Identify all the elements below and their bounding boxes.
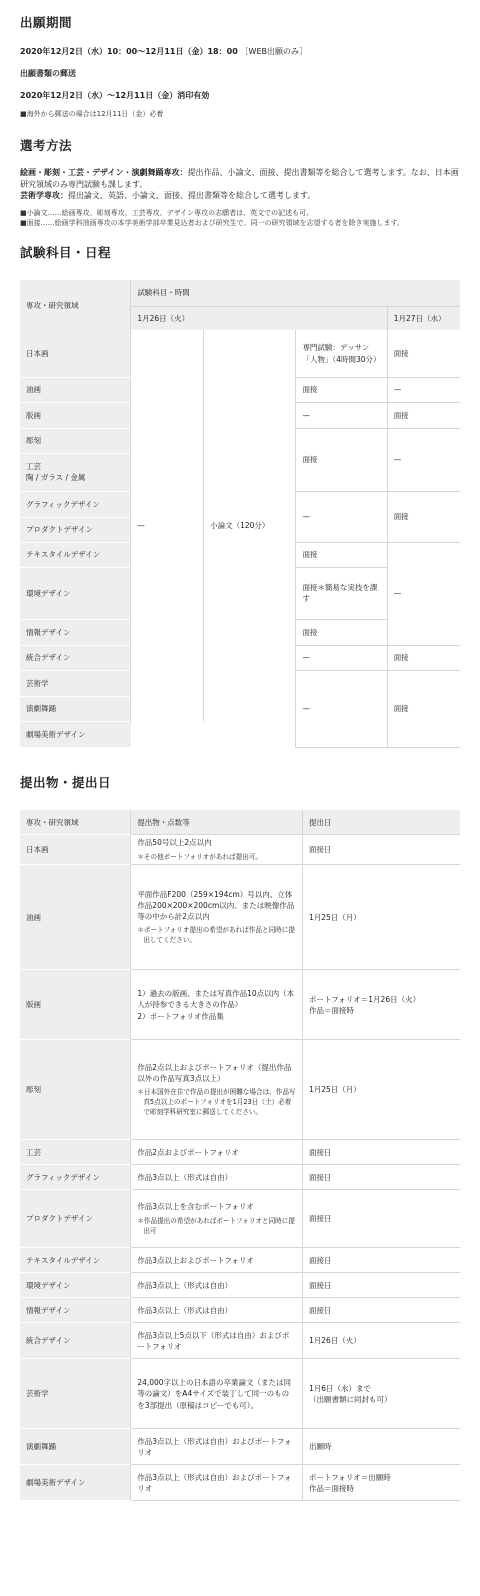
submission-major: グラフィックデザイン — [20, 1165, 131, 1190]
schedule-nihonga-interview: 面接 — [387, 330, 460, 377]
submission-row — [20, 835, 460, 865]
submission-items-cell — [131, 1190, 303, 1248]
schedule-head-subject: 試験科目・時間 — [131, 280, 460, 306]
submission-date: 1月26日（火） — [302, 1323, 460, 1359]
submission-row — [20, 1323, 460, 1359]
schedule-chokoku-day1: 面接 — [296, 428, 387, 491]
schedule-textile-day1: 面接 — [296, 542, 387, 567]
application-dates — [20, 46, 460, 58]
submission-date: 面接日 — [302, 1165, 460, 1190]
submission-row — [20, 1190, 460, 1248]
schedule-row-yuga: 油画 — [20, 377, 131, 402]
schedule-row-nihonga: 日本画 — [20, 330, 131, 377]
schedule-english-dash: — — [131, 330, 204, 721]
application-dates-text: 2020年12月2日（水）10：00〜12月11日（金）18：00 — [20, 47, 238, 57]
schedule-arts-day2: 面接 — [387, 670, 460, 747]
schedule-row-joho: 情報デザイン — [20, 619, 131, 645]
submission-note: ＊ポートフォリオ提出の希望があれば作品と同時に提出してください。 — [137, 926, 295, 945]
submission-row — [20, 1165, 460, 1190]
schedule-row-hanga: 版画 — [20, 402, 131, 428]
schedule-hanga-day1: — — [296, 402, 387, 428]
submission-items: 作品3点以上（形式は自由） — [137, 1280, 233, 1290]
submission-items-cell — [131, 835, 303, 865]
schedule-row-product: プロダクトデザイン — [20, 517, 131, 542]
submission-major: 演劇舞踊 — [20, 1429, 131, 1465]
submission-items-cell — [131, 970, 303, 1040]
submission-items-cell — [131, 1040, 303, 1140]
submission-date: 面接日 — [302, 1140, 460, 1165]
submission-head-major: 専攻・研究領域 — [20, 810, 131, 835]
schedule-heading: 試験科目・日程 — [20, 245, 112, 261]
submission-major: テキスタイルデザイン — [20, 1248, 131, 1273]
submission-date: 1月25日（月） — [302, 865, 460, 970]
submission-items: 平面作品F200（259×194cm）号以内、立体作品200×200×200cm以内、または映像作品等の中から計2点以内 — [137, 889, 295, 922]
schedule-graphic-day2: 面接 — [387, 491, 460, 542]
schedule-textile-day2: — — [387, 542, 460, 645]
submission-date: 1月25日（月） — [302, 1040, 460, 1140]
selection-note-2: ■面接……絵画学科油画専攻の本学美術学部卒業見込者および研究生で、同一の研究領域を志望する者を除き実施します。 — [20, 219, 404, 228]
submission-items: 作品3点以上（形式は自由）およびポートフォリオ — [137, 1436, 292, 1457]
application-period-heading: 出願期間 — [20, 15, 73, 30]
submission-note: ＊その他ポートフォリオがあれば提出可。 — [137, 852, 262, 861]
schedule-head-major: 専攻・研究領域 — [20, 280, 131, 330]
submission-items-cell — [131, 1429, 303, 1465]
schedule-row-geijutsugaku: 芸術学 — [20, 670, 131, 696]
selection-heading: 選考方法 — [20, 138, 73, 154]
schedule-kankyo-day1: 面接＊簡易な実技を課す — [296, 567, 387, 619]
submission-items: 24,000字以上の日本語の卒業論文（または同等の論文）をA4サイズで装丁して同一のものを3部提出（原稿はコピーでも可）。 — [137, 1378, 292, 1410]
submission-row — [20, 1465, 460, 1501]
schedule-joho-day1: 面接 — [296, 619, 387, 645]
submission-row — [20, 1429, 460, 1465]
schedule-arts-day1: — — [296, 670, 387, 747]
submission-date: 面接日 — [302, 835, 460, 865]
submission-major: 版画 — [20, 970, 131, 1040]
submission-major: 芸術学 — [20, 1359, 131, 1429]
submission-row — [20, 1140, 460, 1165]
submission-major: 環境デザイン — [20, 1273, 131, 1298]
submission-date: 出願時 — [302, 1429, 460, 1465]
submission-items: 作品2点以上およびポートフォリオ（提出作品以外の作品写真3点以上） — [137, 1062, 292, 1084]
schedule-row-engeki: 演劇舞踊 — [20, 696, 131, 721]
schedule-row-kankyo: 環境デザイン — [20, 567, 131, 619]
submission-row — [20, 1273, 460, 1298]
submission-items-cell — [131, 1298, 303, 1323]
mail-heading: 出願書類の郵送 — [20, 68, 76, 78]
submission-row — [20, 1040, 460, 1140]
submission-row — [20, 970, 460, 1040]
submission-head-items: 提出物・点数等 — [131, 810, 303, 835]
submission-head-date: 提出日 — [302, 810, 460, 835]
submission-major: プロダクトデザイン — [20, 1190, 131, 1248]
schedule-row-kogei: 工芸 陶 / ガラス / 金属 — [20, 453, 131, 491]
submission-items: 作品50号以上2点以内 — [137, 838, 212, 848]
schedule-togo-day1: — — [296, 645, 387, 670]
schedule-row-textile: テキスタイルデザイン — [20, 542, 131, 567]
submission-items-cell — [131, 1273, 303, 1298]
schedule-row-togo: 統合デザイン — [20, 645, 131, 670]
overseas-note: ■海外から郵送の場合は12月11日（金）必着 — [20, 109, 164, 118]
schedule-row-graphic: グラフィックデザイン — [20, 491, 131, 517]
submission-items-cell — [131, 1248, 303, 1273]
selection-text-2: 提出論文、英語、小論文、面接、提出書類等を総合して選考します。 — [68, 191, 316, 201]
schedule-essay-120: 小論文（120分） — [204, 330, 296, 721]
submission-rows — [20, 835, 460, 1501]
submission-major: 劇場美術デザイン — [20, 1465, 131, 1501]
submission-table — [20, 810, 460, 1502]
submission-items-cell — [131, 1359, 303, 1429]
submission-items-cell — [131, 1465, 303, 1501]
schedule-table — [20, 280, 460, 748]
submission-items: 作品2点およびポートフォリオ — [137, 1147, 239, 1157]
selection-label-1: 絵画・彫刻・工芸・デザイン・演劇舞踊専攻： — [20, 168, 188, 178]
submission-date: ポートフォリオ＝出願時 作品＝面接時 — [302, 1465, 460, 1501]
submission-row — [20, 1359, 460, 1429]
submission-date: 1月6日（水）まで （出願書類に同封も可） — [302, 1359, 460, 1429]
selection-note-1: ■小論文……絵画専攻、彫刻専攻、工芸専攻、デザイン専攻の志願者は、英文での記述も可。 — [20, 208, 314, 217]
schedule-togo-day2: 面接 — [387, 645, 460, 670]
submission-items: 作品3点以上（形式は自由）およびポートフォリオ — [137, 1472, 292, 1493]
submission-major: 情報デザイン — [20, 1298, 131, 1323]
schedule-graphic-day1: — — [296, 491, 387, 542]
submission-major: 工芸 — [20, 1140, 131, 1165]
submission-items: 作品3点以上を含むポートフォリオ — [137, 1202, 254, 1212]
submission-heading: 提出物・提出日 — [20, 774, 112, 790]
submission-date: 面接日 — [302, 1190, 460, 1248]
schedule-head-day1: 1月26日（火） — [131, 306, 387, 330]
schedule-chokoku-day2: — — [387, 428, 460, 491]
submission-date: 面接日 — [302, 1248, 460, 1273]
submission-major: 彫刻 — [20, 1040, 131, 1140]
schedule-row-chokoku: 彫刻 — [20, 428, 131, 453]
selection-paragraph-1 — [20, 167, 460, 190]
schedule-row-gekijo: 劇場美術デザイン — [20, 721, 131, 747]
submission-note: ＊作品提出の希望があればポートフォリオと同時に提出可 — [137, 1216, 295, 1235]
selection-text-1: 提出作品、小論文、面接、提出書類等を総合して選考します。なお、日本画研究領域のみ専門試験も課します。 — [20, 168, 459, 189]
submission-date: ポートフォリオ＝1月26日（火） 作品＝面接時 — [302, 970, 460, 1040]
selection-label-2: 芸術学専攻： — [20, 191, 68, 201]
selection-paragraph-2 — [20, 190, 460, 202]
submission-items: 作品3点以上（形式は自由） — [137, 1172, 233, 1182]
submission-items-cell — [131, 865, 303, 970]
submission-items: 作品3点以上5点以下（形式は自由）およびポートフォリオ — [137, 1330, 290, 1351]
submission-items: 作品3点以上（形式は自由） — [137, 1305, 233, 1315]
schedule-yuga-day2: — — [387, 377, 460, 402]
submission-items-cell — [131, 1323, 303, 1359]
submission-date: 面接日 — [302, 1273, 460, 1298]
schedule-special-exam: 専門試験：デッサン「人物」（4時間30分） — [296, 330, 387, 377]
schedule-head-day2: 1月27日（水） — [387, 306, 460, 330]
submission-items: 1）過去の版画、または写真作品10点以内（本人が持参できる大きさの作品） 2）ポートフォリオ作品集 — [137, 989, 295, 1021]
submission-note: ＊日本国外在住で作品の提出が困難な場合は、作品写真5点以上のポートフォリオを1月23日（土）必着で彫刻学科研究室に郵送してください。 — [137, 1088, 296, 1117]
mail-dates: 2020年12月2日（水）〜12月11日（金）消印有効 — [20, 91, 210, 101]
submission-date: 面接日 — [302, 1298, 460, 1323]
submission-row — [20, 1298, 460, 1323]
submission-major: 油画 — [20, 865, 131, 970]
schedule-yuga-day1: 面接 — [296, 377, 387, 402]
submission-major: 日本画 — [20, 835, 131, 865]
submission-row — [20, 865, 460, 970]
web-only-note: ［WEB出願のみ］ — [240, 47, 308, 57]
submission-items: 作品3点以上およびポートフォリオ — [137, 1255, 254, 1265]
submission-items-cell — [131, 1140, 303, 1165]
submission-major: 統合デザイン — [20, 1323, 131, 1359]
submission-items-cell — [131, 1165, 303, 1190]
submission-row — [20, 1248, 460, 1273]
schedule-hanga-day2: 面接 — [387, 402, 460, 428]
